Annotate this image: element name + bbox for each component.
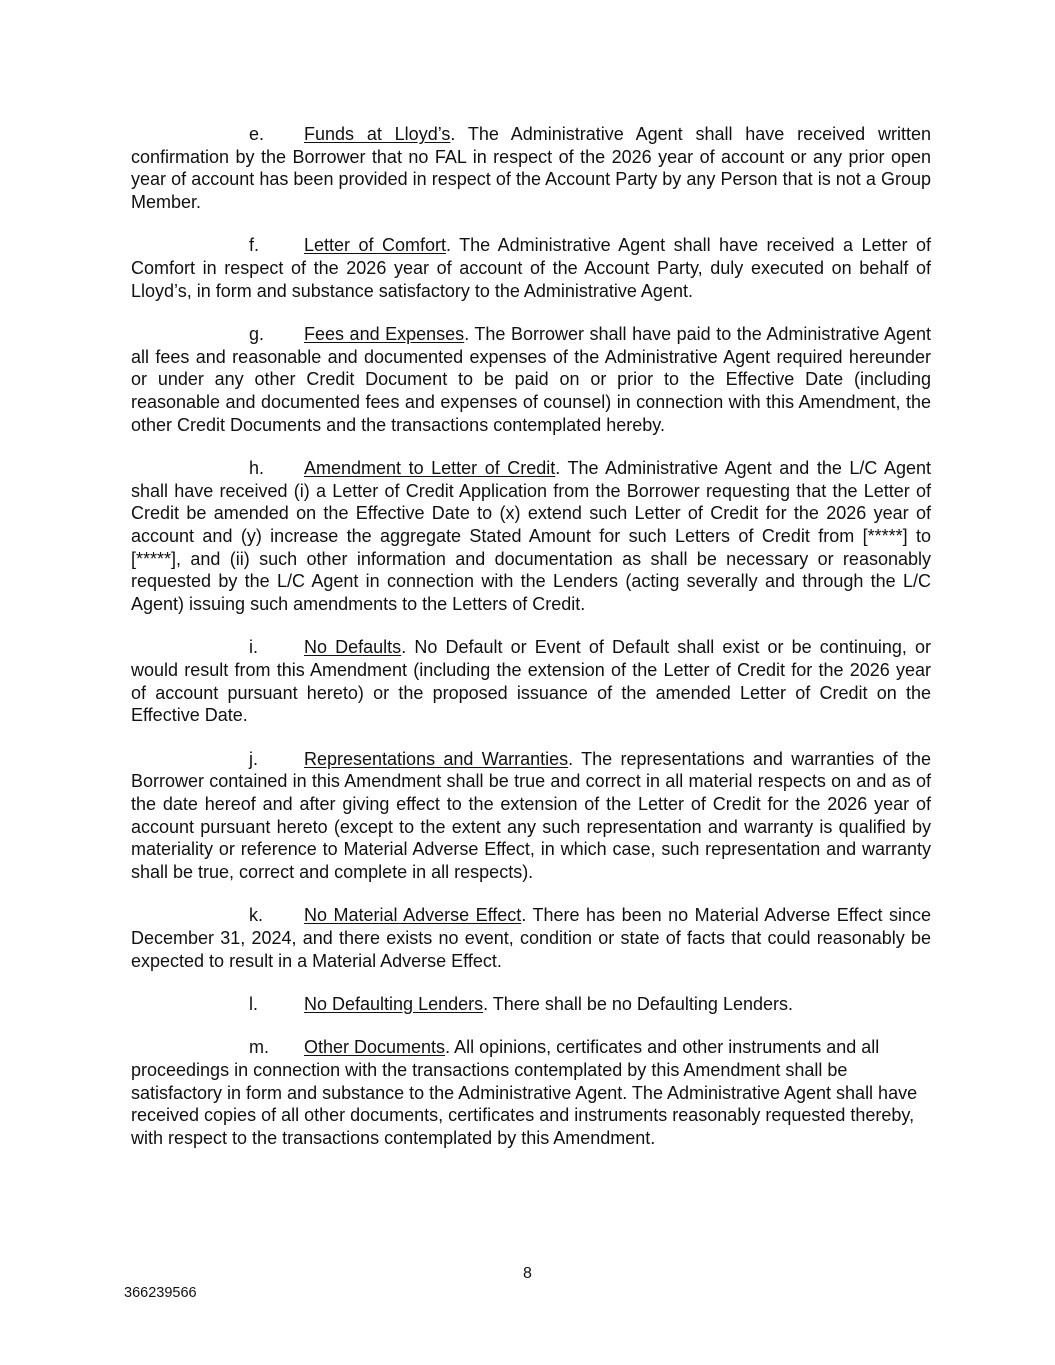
section-label: j.	[249, 748, 258, 769]
section-body: . No Default or Event of Default shall exist or be continuing, or would result from this Amendment (including the extension of the Letter of Credit for the 2026 year of account pursuant hereto) or the proposed issuance of the amended Letter of Credit on the Effective Date.	[131, 637, 932, 726]
section-label: h.	[249, 457, 265, 478]
section-label: l.	[249, 994, 258, 1014]
section-label: i.	[249, 637, 258, 658]
section-body: . The Administrative Agent and the L/C Agent shall have received (i) a Letter of Credit Application from the Borrower requesting that the Letter of Credit be amended on the Effective Date to (x) extend such Letter of Credit for the 2026 year of account and (y) increase the aggregate Stated Amount for such Letters of Credit from [*****] to [*****], and (ii) such other information and documentation as shall be necessary or reasonably requested by the L/C Agent in connection with the Lenders (acting severally and through the L/C Agent) issuing such amendments to the Letters of Credit.	[131, 457, 931, 615]
section-heading: No Material Adverse Effect	[304, 905, 522, 926]
section-f	[131, 234, 931, 302]
document-id: 366239566	[124, 1285, 197, 1301]
section-heading: Representations and Warranties	[304, 748, 569, 769]
section-heading: No Defaults	[304, 637, 402, 658]
page-number: 8	[523, 1265, 532, 1282]
section-heading: Other Documents	[304, 1037, 446, 1058]
section-heading: Amendment to Letter of Credit	[304, 457, 556, 478]
section-heading: No Defaulting Lenders	[304, 994, 484, 1014]
section-body: . The Borrower shall have paid to the Administrative Agent all fees and reasonable and documented expenses of the Administrative Agent required hereunder or under any other Credit Document to be paid on or prior to the Effective Date (including reasonable and documented fees and expenses of counsel) in connection with this Amendment, the other Credit Documents and the transactions contemplated hereby.	[131, 323, 931, 435]
section-body: . All opinions, certificates and other instruments and all proceedings in connection with the transactions contemplated by this Amendment shall be satisfactory in form and substance to the Administrative Agent. The Administrative Agent shall have received copies of all other documents, certificates and instruments reasonably requested thereby, with respect to the transactions contemplated by this Amendment.	[131, 1037, 918, 1149]
section-i	[131, 636, 931, 727]
section-label: m.	[249, 1037, 269, 1058]
section-heading: Funds at Lloyd’s	[304, 124, 451, 144]
section-h	[131, 457, 931, 616]
section-e	[131, 123, 931, 214]
section-k	[131, 904, 931, 972]
section-j	[131, 748, 931, 884]
section-heading: Letter of Comfort	[304, 235, 446, 256]
section-body: . The Administrative Agent shall have received a Letter of Comfort in respect of the 2026 year of account of the Account Party, duly executed on behalf of Lloyd’s, in form and substance satisfactory to the Administrative Agent.	[131, 235, 931, 301]
section-body: . There shall be no Defaulting Lenders.	[483, 994, 793, 1014]
section-label: k.	[249, 905, 264, 926]
section-g	[131, 323, 931, 437]
section-label: f.	[249, 235, 260, 256]
section-label: g.	[249, 323, 265, 344]
section-m	[131, 1036, 931, 1150]
section-body: . The representations and warranties of the Borrower contained in this Amendment shall be true and correct in all material respects on and as of the date hereof and after giving effect to the extension of the Letter of Credit for the 2026 year of account pursuant hereto (except to the extent any such representation and warranty is qualified by materiality or reference to Material Adverse Effect, in which case, such representation and warranty shall be true, correct and complete in all respects).	[131, 748, 932, 883]
section-label: e.	[249, 124, 265, 144]
section-body: . The Administrative Agent shall have received written confirmation by the Borrower that no FAL in respect of the 2026 year of account or any prior open year of account has been provided in respect of the Account Party by any Person that is not a Group Member.	[131, 124, 931, 213]
section-body: . There has been no Material Adverse Effect since December 31, 2024, and there exists no event, condition or state of facts that could reasonably be expected to result in a Material Adverse Effect.	[131, 905, 931, 971]
section-l	[131, 993, 931, 1016]
section-heading: Fees and Expenses	[304, 323, 465, 344]
document-body	[131, 123, 931, 1170]
